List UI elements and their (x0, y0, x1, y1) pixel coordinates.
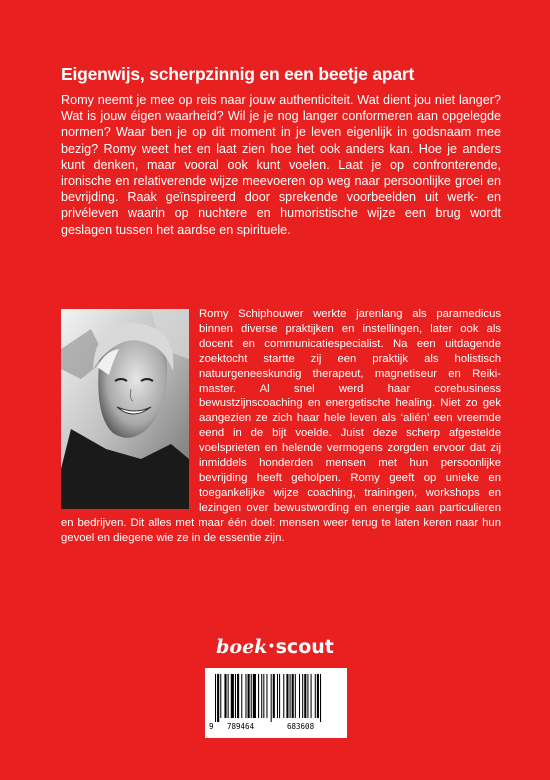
book-blurb: Romy neemt je mee op reis naar jouw authenticiteit. Wat dient jou niet langer? Wat is jouw éigen waarheid? Wil je je nog langer conformeren aan opgelegde normen? Waar ben je op dit moment in je leven eigenlijk in godsnaam mee bezig? Romy weet het en laat zien hoe het ook anders kan. Hoe je anders kunt denken, maar vooral ook kunt voelen. Laat je op confronterende, ironische en relativerende wijze meevoeren op weg naar persoonlijke groei en bevrijding. Raak geïnspireerd door sprekende voorbeelden uit werk- en privéleven waarin op nuchtere en humoristische wijze een brug wordt geslagen tussen het aardse en spirituele. (61, 93, 501, 237)
barcode-bar (228, 674, 229, 718)
barcode-bar (217, 674, 219, 722)
barcode-bar (220, 674, 221, 718)
barcode-bar (279, 674, 280, 718)
barcode-bar (315, 674, 316, 718)
barcode-bar (283, 674, 284, 718)
barcode-bar (271, 674, 272, 722)
barcode-bar (237, 674, 239, 718)
barcode-bar (273, 674, 275, 718)
barcode-bar (235, 674, 236, 718)
book-title: Eigenwijs, scherpzinnig en een beetje apart (61, 64, 415, 84)
barcode-bar (253, 674, 256, 718)
barcode-bar (295, 674, 296, 718)
barcode-bar (266, 674, 267, 718)
publisher-logo-dot: • (267, 639, 276, 655)
barcode-bar (304, 674, 306, 718)
isbn-left-group: 789464 (227, 722, 255, 731)
barcode-bar (241, 674, 242, 718)
publisher-logo (205, 636, 345, 658)
barcode-bar (292, 674, 294, 718)
publisher-logo-part1: boek (216, 636, 268, 658)
barcode-bar (245, 674, 246, 718)
barcode-bar (224, 674, 226, 718)
barcode-bar (286, 674, 288, 718)
isbn-right-group: 683608 (287, 722, 315, 731)
barcode-bar (320, 674, 321, 722)
barcode-bar (311, 674, 312, 718)
publisher-logo-part2: scout (275, 636, 334, 658)
isbn-first-digit: 9 (209, 722, 214, 731)
author-bio: Romy Schiphouwer werkte jarenlang als paramedicus binnen diverse praktijken en instellingen, later ook als docent en communicatiespecialist. Na een uitdagende zoektocht startte zij een praktijk als holistisch natuurgeneeskundig therapeut, magnetiseur en Reiki-master. Al snel werd haar corebusiness bewustzijnscoaching en energetische healing. Niet zo gek aangezien ze zich haar hele leven als ‘alién’ een vreemde eend in de bijt voelde. Juist deze scherp afgestelde voelsprieten en helende vermogens zorgden ervoor dat zij inmiddels honderden mensen met hun persoonlijke bevrijding heeft geholpen. Romy geeft op unieke en toegankelijke wijze coaching, trainingen, workshops en lezingen over bewustwording en energie aan particulieren en bedrijven. Dit alles met maar één doel: mensen weer terug te laten keren naar hun gevoel en diegene wie ze in de essentie zijn. (61, 308, 501, 544)
barcode-bar (317, 674, 319, 718)
isbn-barcode (205, 668, 347, 738)
barcode-bar (302, 674, 303, 718)
author-photo (61, 309, 189, 509)
barcode-bar (307, 674, 308, 718)
barcode-bar (215, 674, 216, 722)
barcode-bar (277, 674, 278, 718)
barcode-bar (248, 674, 250, 718)
barcode-bar (251, 674, 252, 718)
barcode-bar (290, 674, 291, 718)
barcode-bar (299, 674, 300, 718)
barcode-bar (231, 674, 234, 718)
barcode-bar (258, 674, 259, 718)
author-section (61, 307, 501, 546)
barcode-bar (263, 674, 264, 718)
barcode-bars (213, 674, 339, 722)
barcode-bar (261, 674, 262, 718)
